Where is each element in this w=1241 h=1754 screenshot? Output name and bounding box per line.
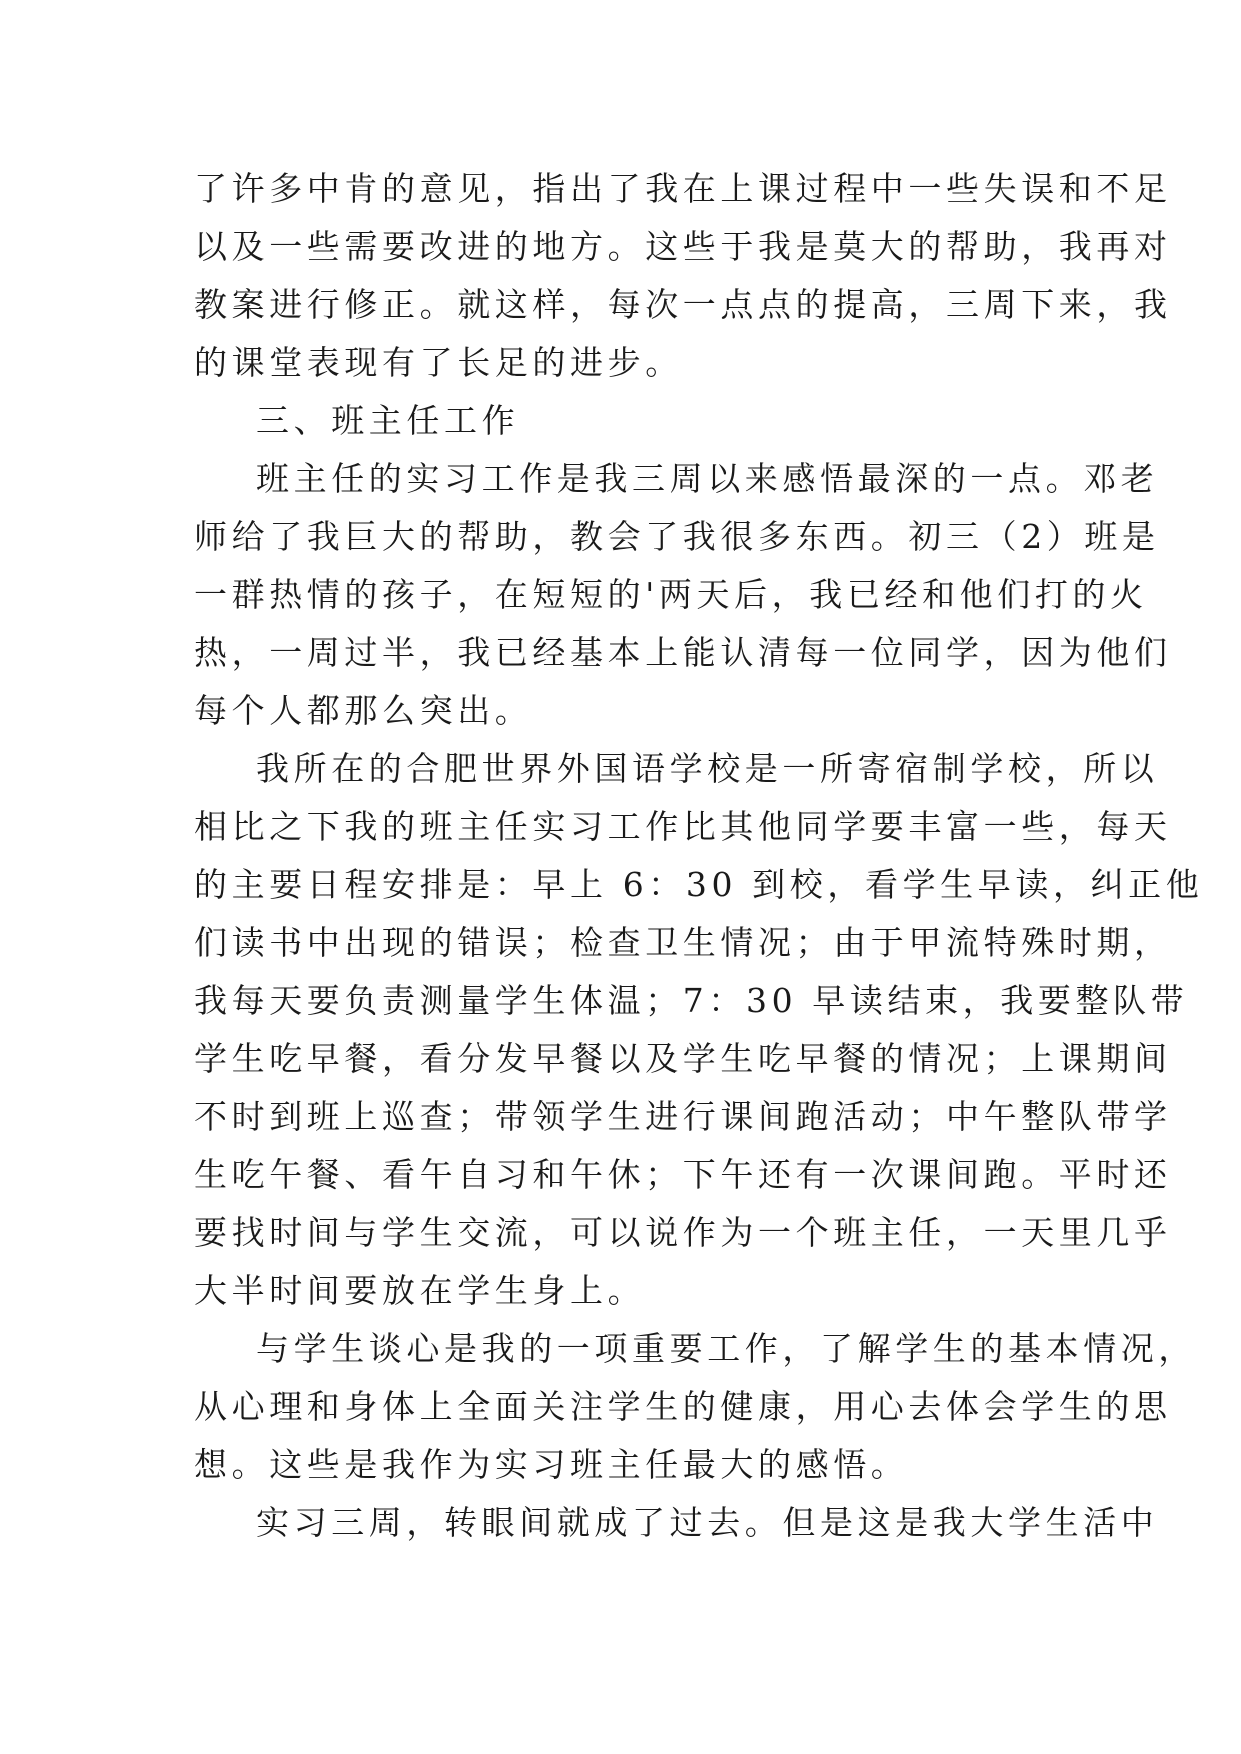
text-line: 生吃午餐、看午自习和午休；下午还有一次课间跑。平时还 bbox=[194, 1155, 1172, 1194]
body-text bbox=[194, 160, 1204, 1552]
text-line: 要找时间与学生交流，可以说作为一个班主任，一天里几乎 bbox=[194, 1213, 1172, 1252]
paragraph bbox=[194, 160, 1172, 392]
text-line: 的主要日程安排是：早上 6：30 到校，看学生早读，纠正他 bbox=[194, 865, 1204, 904]
text-line: 与学生谈心是我的一项重要工作，了解学生的基本情况， bbox=[256, 1329, 1196, 1368]
text-line: 了许多中肯的意见，指出了我在上课过程中一些失误和不足 bbox=[194, 169, 1172, 208]
paragraph bbox=[194, 740, 1204, 1320]
paragraph bbox=[194, 1494, 1159, 1552]
text-line: 每个人都那么突出。 bbox=[194, 691, 533, 730]
text-line: 我每天要负责测量学生体温；7：30 早读结束，我要整队带 bbox=[194, 981, 1189, 1020]
text-line: 大半时间要放在学生身上。 bbox=[194, 1271, 646, 1310]
text-line: 实习三周，转眼间就成了过去。但是这是我大学生活中 bbox=[256, 1503, 1159, 1542]
text-line: 班主任的实习工作是我三周以来感悟最深的一点。邓老 bbox=[256, 459, 1159, 498]
text-line: 教案进行修正。就这样，每次一点点的提高，三周下来，我 bbox=[194, 285, 1172, 324]
text-line: 不时到班上巡查；带领学生进行课间跑活动；中午整队带学 bbox=[194, 1097, 1172, 1136]
text-line: 学生吃早餐，看分发早餐以及学生吃早餐的情况；上课期间 bbox=[194, 1039, 1172, 1078]
text-line: 以及一些需要改进的地方。这些于我是莫大的帮助，我再对 bbox=[194, 227, 1172, 266]
paragraph bbox=[194, 450, 1172, 740]
text-line: 热，一周过半，我已经基本上能认清每一位同学，因为他们 bbox=[194, 633, 1172, 672]
text-line: 从心理和身体上全面关注学生的健康，用心去体会学生的思 bbox=[194, 1387, 1172, 1426]
text-line: 我所在的合肥世界外国语学校是一所寄宿制学校，所以 bbox=[256, 749, 1159, 788]
text-line: 的课堂表现有了长足的进步。 bbox=[194, 343, 683, 382]
text-line: 师给了我巨大的帮助，教会了我很多东西。初三（2）班是 bbox=[194, 517, 1160, 556]
section-heading bbox=[194, 392, 1054, 450]
text-line: 相比之下我的班主任实习工作比其他同学要丰富一些，每天 bbox=[194, 807, 1172, 846]
text-line: 一群热情的孩子，在短短的'两天后，我已经和他们打的火 bbox=[194, 575, 1148, 614]
text-line: 想。这些是我作为实习班主任最大的感悟。 bbox=[194, 1445, 909, 1484]
paragraph bbox=[194, 1320, 1196, 1494]
text-line: 们读书中出现的错误；检查卫生情况；由于甲流特殊时期， bbox=[194, 923, 1172, 962]
heading-line: 三、班主任工作 bbox=[256, 401, 520, 440]
